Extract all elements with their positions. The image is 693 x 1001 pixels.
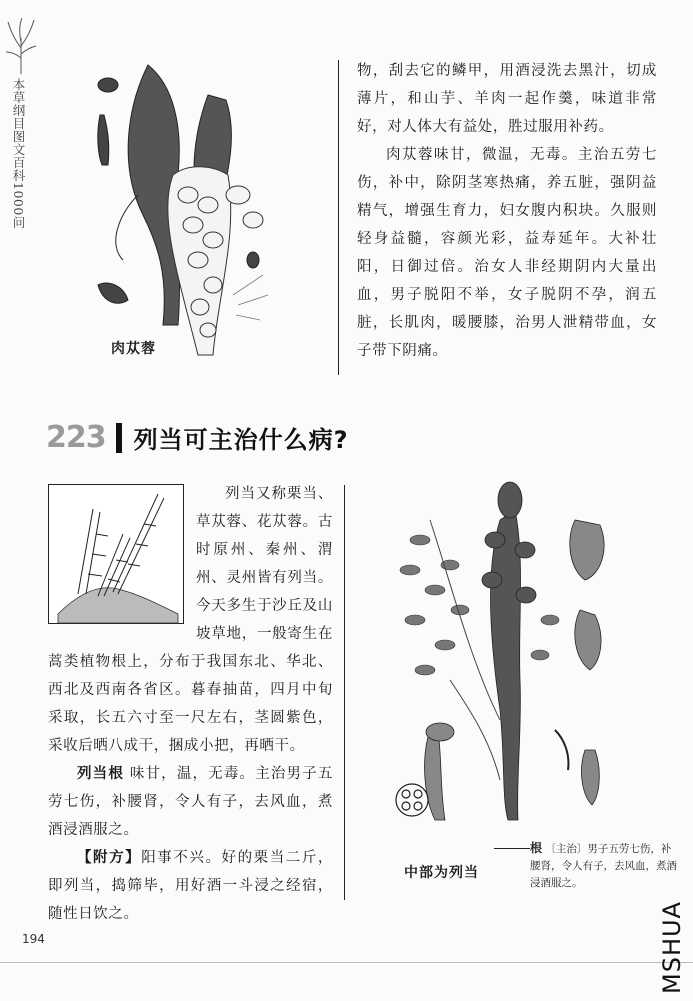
root-text: 味甘，温，无毒。主治男子五劳七伤，补腰肾，令人有子，去风血，煮酒浸酒服之。 [48, 766, 333, 838]
root-annotation-text: 〔主治〕男子五劳七伤，补腰肾，令人有子，去风血，煮酒浸酒服之。 [530, 843, 677, 889]
section-title: 列当可主治什么病? [133, 426, 349, 454]
page-number: 194 [22, 932, 45, 946]
section-number: 223 [46, 420, 106, 455]
liedang-sketch-illustration [48, 484, 184, 624]
heading-bar [116, 423, 122, 453]
top-text-block [357, 57, 657, 365]
root-paragraph [48, 760, 333, 844]
column-divider-bottom [344, 485, 345, 900]
root-label: 列当根 [77, 766, 125, 782]
side-book-title: 本草纲目图文百科1000问 [11, 78, 26, 229]
top-paragraph-2: 肉苁蓉味甘，微温，无毒。主治五劳七伤，补中，除阴茎寒热痛，养五脏，强阴益精气，增强生育力，妇女腹内积块。久服则轻身益髓，容颜光彩，益寿延年。大补壮阳，日御过倍。治女人非经期阴内大量出血，男子脱阳不举，女子脱阴不孕，润五脏，长肌肉，暖腰膝，治男人泄精带血，女子带下阴痛。 [357, 147, 657, 359]
root-annotation [530, 840, 680, 892]
watermark: MSHUA [658, 901, 686, 994]
roucongrong-illustration [88, 45, 278, 365]
figure-caption-liedang: 中部为列当 [404, 865, 479, 881]
top-paragraph-1: 物，刮去它的鳞甲，用酒浸洗去黑汁，切成薄片，和山芋、羊肉一起作羹，味道非常好，对人体大有益处，胜过服用补药。 [357, 63, 657, 135]
fufang-label: 【附方】 [77, 850, 142, 866]
section-text-block [48, 480, 333, 928]
section-heading [46, 420, 349, 455]
figure-caption-roucongrong: 肉苁蓉 [111, 341, 156, 357]
fufang-paragraph [48, 844, 333, 928]
grass-ornament-icon [4, 18, 38, 74]
section-intro-paragraph: 列当又称栗当、草苁蓉、花苁蓉。古时原州、秦州、渭州、灵州皆有列当。今天多生于沙丘及山坡草地，一般寄生在蒿类植物根上，分布于我国东北、华北、西北及西南各省区。暮春抽苗，四月中旬采取，长五六寸至一尺左右，茎圆紫色，采收后晒八成干，捆成小把，再晒干。 [48, 486, 333, 754]
footer-rule [0, 962, 693, 963]
root-annotation-label: 根 [530, 841, 543, 855]
column-divider-top [338, 60, 339, 375]
liedang-illustration [390, 480, 620, 840]
fufang-text: 阳事不兴。好的栗当二斤，即列当，捣筛毕，用好酒一斗浸之经宿，随性日饮之。 [48, 850, 334, 922]
annotation-leader-line [494, 848, 530, 849]
